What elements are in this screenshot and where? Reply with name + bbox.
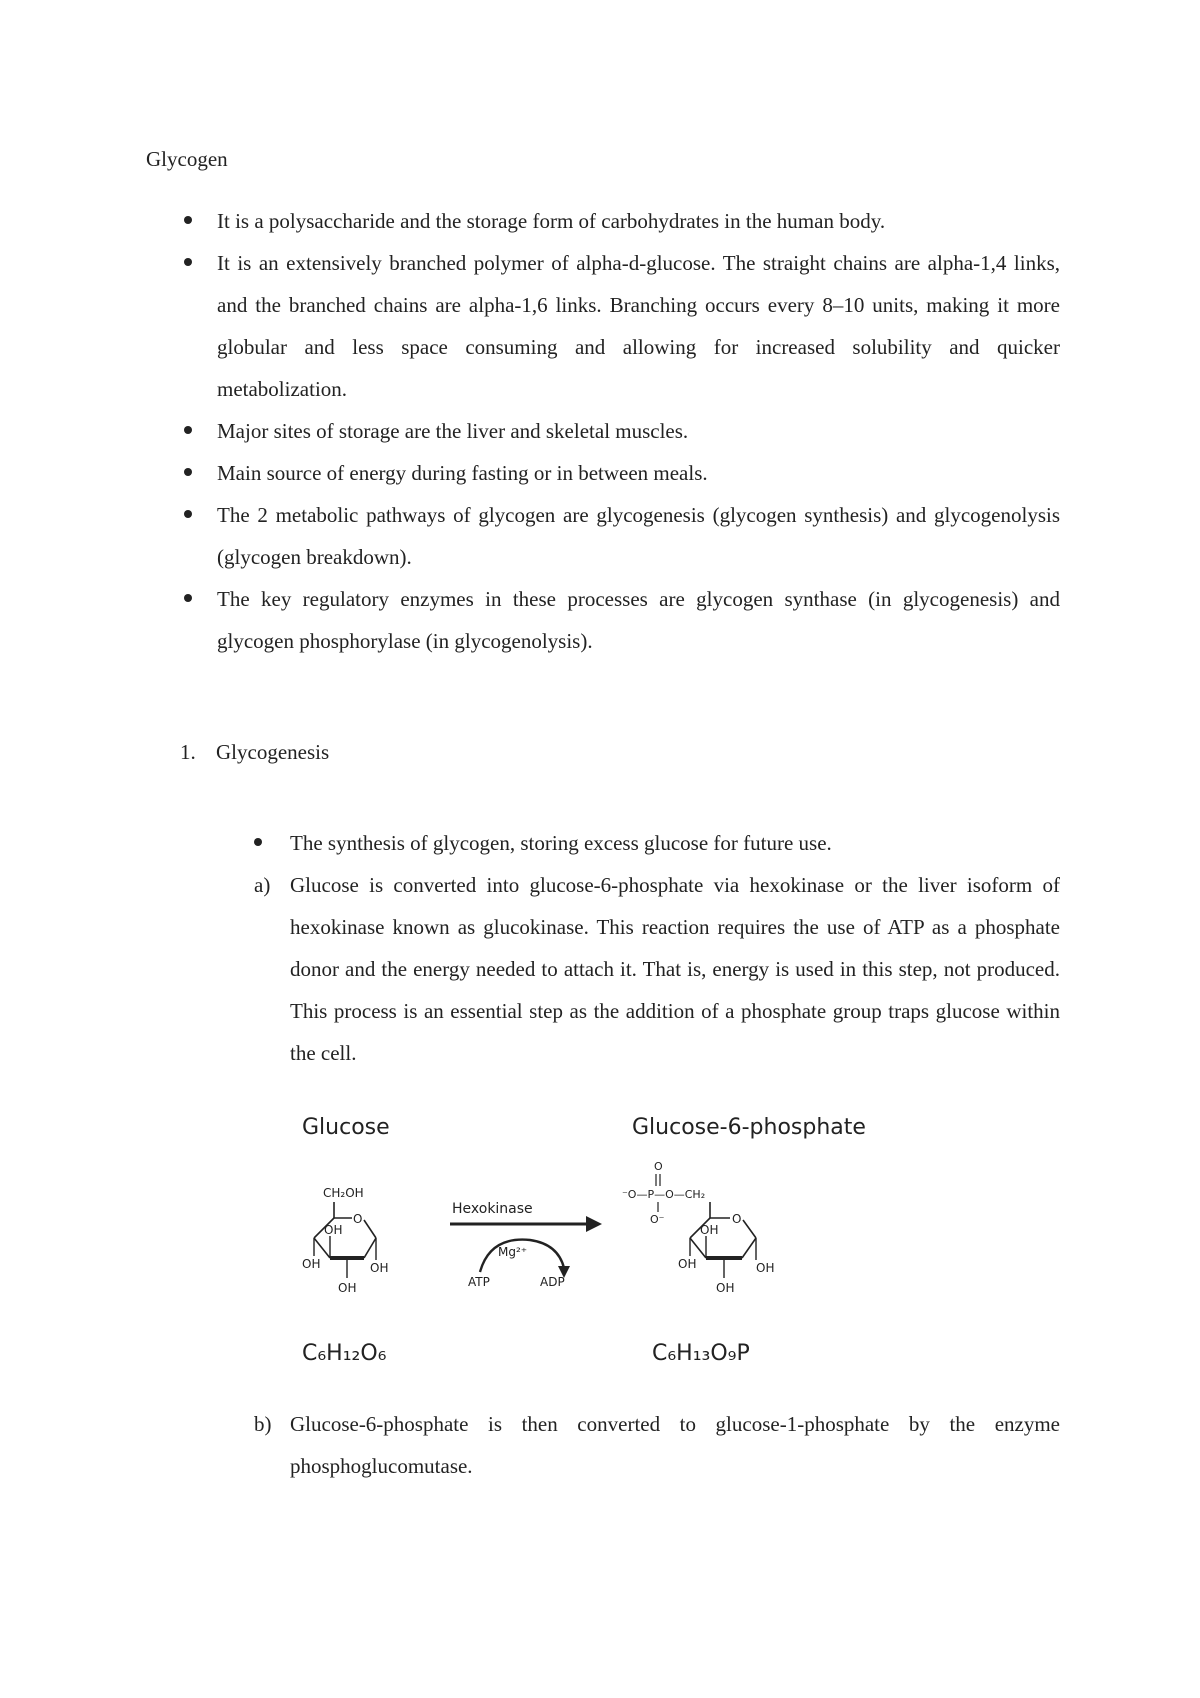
g6p-structure (622, 1160, 774, 1295)
glycogenesis-list (218, 822, 1060, 1074)
list-item: The key regulatory enzymes in these processes are glycogen synthase (in glycogenesis) and glycogen phosphorylase (in glycogenolysis). (146, 578, 1060, 662)
glucose-title: Glucose (302, 1115, 390, 1140)
phos-o-bottom-label: O⁻ (650, 1213, 665, 1226)
glucose-structure (302, 1186, 388, 1295)
step-a-label: a) (254, 873, 271, 897)
g6p-oh-label-1: OH (756, 1261, 775, 1275)
oh-label-2: OH (338, 1281, 357, 1295)
g6p-oh-label-3: OH (678, 1257, 697, 1271)
g6p-oh-label-4: OH (700, 1223, 719, 1237)
oh-label-4: OH (324, 1223, 343, 1237)
ring-oxygen-label: O (353, 1212, 363, 1226)
g6p-ring-oxygen-label: O (732, 1212, 742, 1226)
oh-label-1: OH (370, 1261, 389, 1275)
section-heading (146, 738, 329, 766)
list-item: The synthesis of glycogen, storing excess glucose for future use. (218, 822, 1060, 864)
step-a-text: Glucose is converted into glucose-6-phosphate via hexokinase or the liver isoform of hexokinase known as glucokinase. This reaction requires the use of ATP as a phosphate donor and the energy needed to attach it. That is, energy is used in this step, not produced. This process is an essential step as the addition of a phosphate group traps glucose within the cell. (290, 873, 1060, 1065)
enzyme-label: Hexokinase (452, 1201, 533, 1217)
intro-bullet-list (146, 200, 1060, 662)
glycogenesis-list-cont (218, 1403, 1060, 1487)
reaction-arrow (450, 1201, 602, 1289)
g6p-title: Glucose-6-phosphate (632, 1115, 866, 1140)
doc-title: Glycogen (146, 147, 228, 171)
step-b-label: b) (254, 1412, 272, 1436)
oh-label-3: OH (302, 1257, 321, 1271)
adp-label: ADP (540, 1275, 565, 1289)
ch2oh-label: CH₂OH (323, 1186, 364, 1200)
list-item: Main source of energy during fasting or in between meals. (146, 452, 1060, 494)
glucose-formula: C₆H₁₂O₆ (302, 1341, 387, 1366)
phos-o-top-label: O (654, 1160, 663, 1173)
atp-label: ATP (468, 1275, 490, 1289)
list-item: It is an extensively branched polymer of alpha-d-glucose. The straight chains are alpha-1,4 links, and the branched chains are alpha-1,6 links. Branching occurs every 8–10 units, making it more globular and less space consuming and allowing for increased solubility and quicker metabolization. (146, 242, 1060, 410)
section-number: 1. (180, 740, 196, 764)
step-b-text: Glucose-6-phosphate is then converted to glucose-1-phosphate by the enzyme phosphoglucomutase. (290, 1412, 1060, 1478)
list-item: The 2 metabolic pathways of glycogen are glycogenesis (glycogen synthesis) and glycogenolysis (glycogen breakdown). (146, 494, 1060, 578)
list-item: It is a polysaccharide and the storage form of carbohydrates in the human body. (146, 200, 1060, 242)
hexokinase-reaction-figure (290, 1110, 910, 1380)
g6p-formula: C₆H₁₃O₉P (652, 1341, 750, 1366)
list-item: Major sites of storage are the liver and skeletal muscles. (146, 410, 1060, 452)
g6p-oh-label-2: OH (716, 1281, 735, 1295)
step-a (218, 864, 1060, 1074)
cofactor-label: Mg²⁺ (498, 1245, 528, 1259)
section-title: Glycogenesis (216, 740, 330, 764)
step-b (218, 1403, 1060, 1487)
phosphate-line-label: ⁻O—P—O—CH₂ (622, 1188, 706, 1201)
